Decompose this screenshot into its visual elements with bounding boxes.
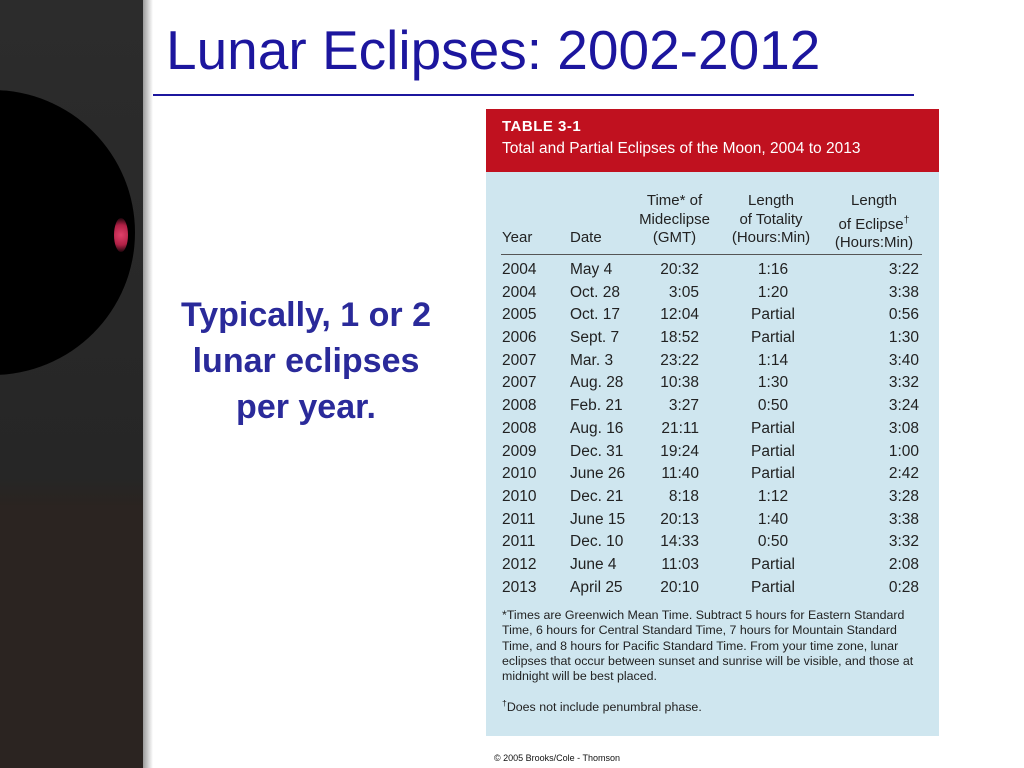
cell-mideclipse-time: 10:38 <box>660 374 699 392</box>
cell-date: Sept. 7 <box>570 329 620 347</box>
cell-year: 2004 <box>502 261 537 278</box>
col-head-time <box>632 192 717 248</box>
footnote-penumbral-text: Does not include penumbral phase. <box>506 700 702 715</box>
cell-totality-length: Partial <box>751 329 795 347</box>
cell-date: May 4 <box>570 261 613 278</box>
cell-year: 2011 <box>502 533 536 551</box>
cell-date: June 4 <box>570 555 617 573</box>
table-body <box>486 260 939 600</box>
cell-year: 2008 <box>502 419 537 437</box>
cell-year: 2007 <box>502 351 537 369</box>
table-row <box>486 260 939 283</box>
col-head-totality-line1: Length <box>748 192 794 209</box>
table-row <box>486 464 939 487</box>
cell-mideclipse-time: 20:32 <box>660 261 699 278</box>
cell-year: 2013 <box>502 578 537 596</box>
strip-shadow <box>143 0 153 768</box>
cell-eclipse-length: 3:38 <box>888 510 919 528</box>
table-row <box>486 578 939 601</box>
cell-eclipse-length: 3:40 <box>888 351 919 369</box>
cell-totality-length: Partial <box>751 555 795 573</box>
table-row <box>486 328 939 351</box>
col-head-year-text: Year <box>502 229 533 246</box>
col-head-date-text: Date <box>570 229 602 246</box>
eclipse-photo-strip <box>0 0 143 768</box>
cell-year: 2007 <box>502 374 537 392</box>
col-head-totality-line2: of Totality <box>739 210 803 228</box>
cell-year: 2010 <box>502 465 537 483</box>
cell-year: 2009 <box>502 442 537 460</box>
cell-mideclipse-time: 21:11 <box>661 419 699 437</box>
dagger-mark: † <box>903 213 910 226</box>
cell-date: Aug. 28 <box>570 374 624 392</box>
table-row <box>486 510 939 533</box>
title-underline <box>153 94 914 96</box>
cell-date: April 25 <box>570 578 623 596</box>
table-label: TABLE 3-1 <box>502 118 582 135</box>
table-header-bar <box>486 109 939 172</box>
cell-date: June 15 <box>570 510 626 528</box>
eclipse-table <box>486 109 939 736</box>
col-head-eclipse-line2-text: of Eclipse <box>838 215 904 233</box>
cell-totality-length: 1:20 <box>757 283 789 301</box>
table-row <box>486 442 939 465</box>
cell-totality-length: 0:50 <box>757 397 789 415</box>
cell-eclipse-length: 2:08 <box>888 555 919 573</box>
cell-totality-length: Partial <box>751 419 795 437</box>
cell-year: 2011 <box>502 510 536 528</box>
cell-eclipse-length: 1:00 <box>888 442 919 460</box>
table-row <box>486 283 939 306</box>
header-divider <box>501 254 922 255</box>
cell-totality-length: 1:30 <box>757 374 789 392</box>
cell-mideclipse-time: 3:27 <box>668 397 699 415</box>
cell-mideclipse-time: 23:22 <box>660 351 699 369</box>
cell-mideclipse-time: 18:52 <box>660 329 699 347</box>
col-head-eclipse <box>826 192 922 253</box>
footnote-times: *Times are Greenwich Mean Time. Subtract 5 hours for Eastern Standard Time, 6 hours for Central Standard Time, 7 hours for Mountain Standard Time, and 8 hours for Pacific Standard Time. From your time zone, lunar eclipses that occur between sunset and sunrise will be visible, and those at midnight will be best placed. <box>502 608 914 684</box>
col-head-totality-line3: (Hours:Min) <box>731 229 811 246</box>
cell-eclipse-length: 3:28 <box>888 487 919 505</box>
cell-mideclipse-time: 8:18 <box>668 487 699 505</box>
col-head-eclipse-line3: (Hours:Min) <box>834 234 914 251</box>
cell-date: Dec. 10 <box>570 533 624 551</box>
footnote-penumbral <box>502 698 927 714</box>
cell-eclipse-length: 3:22 <box>888 261 919 278</box>
cell-year: 2005 <box>502 306 537 324</box>
cell-totality-length: 1:40 <box>757 510 789 528</box>
cell-eclipse-length: 2:42 <box>888 465 919 483</box>
cell-mideclipse-time: 11:40 <box>661 465 699 483</box>
cell-mideclipse-time: 3:05 <box>668 283 699 301</box>
solar-prominence <box>114 218 128 252</box>
cell-totality-length: 1:16 <box>757 261 789 278</box>
col-head-eclipse-line1: Length <box>851 192 897 209</box>
table-row <box>486 555 939 578</box>
col-head-time-line2: Mideclipse <box>639 210 710 228</box>
cell-date: Dec. 31 <box>570 442 624 460</box>
cell-totality-length: Partial <box>751 442 795 460</box>
strip-lower-panel <box>0 505 143 768</box>
col-head-eclipse-line2 <box>826 211 922 235</box>
cell-year: 2010 <box>502 487 537 505</box>
cell-date: Aug. 16 <box>570 419 624 437</box>
cell-mideclipse-time: 11:03 <box>661 555 699 573</box>
slide-title: Lunar Eclipses: 2002-2012 <box>166 19 821 81</box>
table-row <box>486 419 939 442</box>
cell-mideclipse-time: 14:33 <box>660 533 699 551</box>
col-head-time-line3: (GMT) <box>652 229 697 246</box>
cell-eclipse-length: 3:24 <box>888 397 919 415</box>
cell-eclipse-length: 1:30 <box>888 329 919 347</box>
table-row <box>486 487 939 510</box>
cell-mideclipse-time: 12:04 <box>660 306 699 324</box>
copyright-credit: © 2005 Brooks/Cole - Thomson <box>494 753 621 763</box>
cell-date: Oct. 17 <box>570 306 620 324</box>
table-row <box>486 532 939 555</box>
cell-year: 2006 <box>502 329 537 347</box>
table-row <box>486 396 939 419</box>
cell-eclipse-length: 3:08 <box>888 419 919 437</box>
col-head-date <box>570 229 602 248</box>
col-head-time-line1: Time* of <box>646 192 703 209</box>
cell-date: Oct. 28 <box>570 283 620 301</box>
cell-date: Dec. 21 <box>570 487 624 505</box>
table-row <box>486 305 939 328</box>
slide-note: Typically, 1 or 2 lunar eclipses per year. <box>180 296 432 426</box>
cell-date: June 26 <box>570 465 626 483</box>
cell-totality-length: 0:50 <box>757 533 789 551</box>
cell-date: Mar. 3 <box>570 351 614 369</box>
cell-eclipse-length: 3:32 <box>888 374 919 392</box>
footnote-dagger-mark: † <box>502 698 507 708</box>
cell-year: 2008 <box>502 397 537 415</box>
cell-totality-length: Partial <box>751 306 795 324</box>
cell-totality-length: Partial <box>751 465 795 483</box>
cell-eclipse-length: 0:56 <box>888 306 919 324</box>
cell-totality-length: 1:14 <box>757 351 789 369</box>
col-head-year <box>502 229 532 248</box>
table-row <box>486 373 939 396</box>
cell-mideclipse-time: 20:13 <box>660 510 699 528</box>
cell-eclipse-length: 3:38 <box>888 283 919 301</box>
cell-eclipse-length: 3:32 <box>888 533 919 551</box>
cell-year: 2012 <box>502 555 537 573</box>
cell-date: Feb. 21 <box>570 397 623 415</box>
table-row <box>486 351 939 374</box>
col-head-totality <box>723 192 819 248</box>
cell-eclipse-length: 0:28 <box>888 578 919 596</box>
cell-year: 2004 <box>502 283 537 301</box>
cell-totality-length: 1:12 <box>757 487 789 505</box>
cell-totality-length: Partial <box>751 578 795 596</box>
cell-mideclipse-time: 20:10 <box>660 578 699 596</box>
table-caption: Total and Partial Eclipses of the Moon, 2004 to 2013 <box>502 140 861 157</box>
cell-mideclipse-time: 19:24 <box>660 442 699 460</box>
